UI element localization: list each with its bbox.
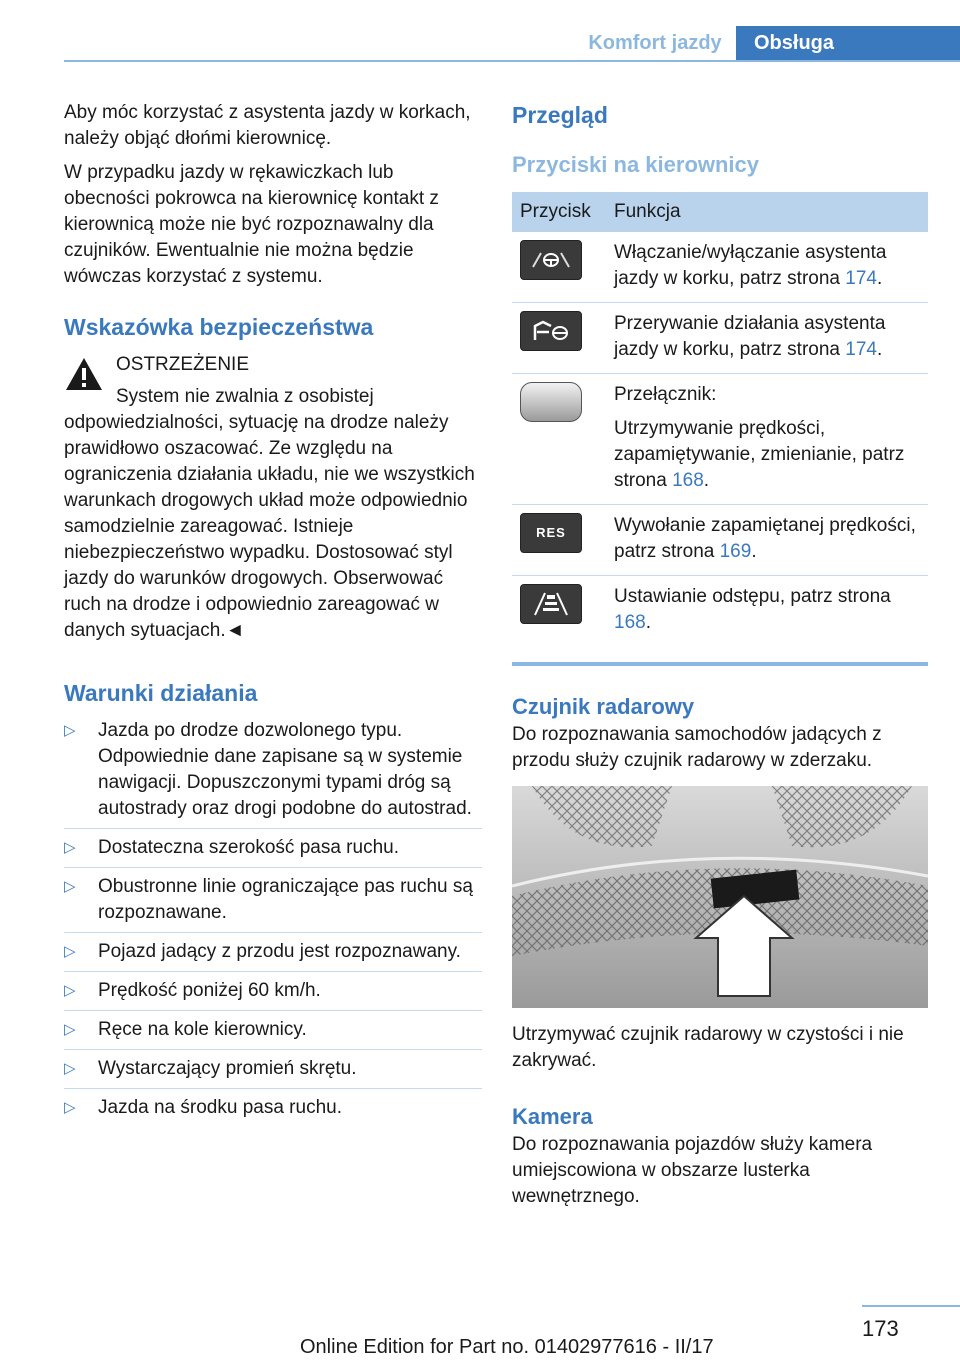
header-chapter-tab: Obsługa (736, 26, 960, 62)
triangle-bullet-icon: ▷ (64, 943, 76, 960)
left-column (64, 100, 482, 1133)
safety-heading: Wskazówka bezpieczeństwa (64, 314, 374, 340)
para-hands-on-wheel: Aby móc korzystać z asystenta jazdy w korkach, należy objąć dłońmi kierownicę. (64, 102, 471, 149)
page-link[interactable]: 174 (845, 268, 877, 289)
buttons-table (512, 192, 928, 646)
radar-text: Do rozpoznawania samochodów jadących z przodu służy czujnik radarowy w zderzaku. (512, 724, 882, 771)
steering-assist-icon (520, 240, 582, 280)
buttons-heading: Przyciski na kierownicy (512, 152, 760, 177)
list-item: ▷ Pojazd jadący z przodu jest rozpoznawany. (64, 939, 482, 972)
conditions-list (64, 718, 482, 1127)
camera-heading: Kamera (512, 1104, 593, 1129)
table-end-rule (512, 662, 928, 666)
triangle-bullet-icon: ▷ (64, 839, 76, 856)
list-item: ▷ Wystarczający promień skrętu. (64, 1056, 482, 1089)
right-column (512, 100, 928, 1218)
footer-rule (862, 1305, 960, 1307)
header-rule (64, 60, 960, 62)
para-gloves: W przypadku jazdy w rękawiczkach lub obecności pokrowca na kierownicę kontakt z kierownicą może nie być rozpoznawalny dla czujników. Ewentualnie nie można będzie wówczas korzystać z systemu. (64, 162, 439, 287)
page-link[interactable]: 174 (845, 339, 877, 360)
radar-note: Utrzymywać czujnik radarowy w czystości i nie zakrywać. (512, 1024, 904, 1071)
table-row: Włączanie/wyłączanie asystenta jazdy w korku, patrz strona 174. (512, 232, 928, 303)
page-number: 173 (862, 1316, 899, 1341)
radar-sensor-photo (512, 786, 928, 1008)
triangle-bullet-icon: ▷ (64, 878, 76, 895)
radar-heading: Czujnik radarowy (512, 694, 695, 719)
triangle-bullet-icon: ▷ (64, 1021, 76, 1038)
header-section: Komfort jazdy (588, 32, 722, 54)
column-header-button: Przycisk (512, 192, 606, 232)
conditions-heading: Warunki działania (64, 680, 258, 706)
list-item: ▷ Dostateczna szerokość pasa ruchu. (64, 835, 482, 868)
overview-heading: Przegląd (512, 102, 608, 128)
page-link[interactable]: 168 (672, 470, 704, 491)
page-link[interactable]: 169 (719, 541, 752, 562)
distance-icon (520, 584, 582, 624)
table-row: Przerywanie działania asystenta jazdy w korku, patrz strona 174. (512, 303, 928, 374)
list-item: ▷ Jazda na środku pasa ruchu. (64, 1095, 482, 1127)
steering-interrupt-icon (520, 311, 582, 351)
triangle-bullet-icon: ▷ (64, 1060, 76, 1077)
column-header-function: Funkcja (606, 192, 928, 232)
triangle-bullet-icon: ▷ (64, 722, 76, 739)
table-header-row (512, 192, 928, 232)
table-row: RES Wywołanie zapamiętanej prędkości, patrz strona 169. (512, 505, 928, 576)
triangle-bullet-icon: ▷ (64, 982, 76, 999)
camera-text: Do rozpoznawania pojazdów służy kamera umiejscowiona w obszarze lusterka wewnętrznego. (512, 1134, 873, 1207)
table-row: Ustawianie odstępu, patrz strona 168. (512, 576, 928, 647)
rocker-switch-icon (520, 382, 582, 422)
warning-title: OSTRZEŻENIE (116, 354, 250, 375)
warning-triangle-icon (64, 356, 104, 392)
list-item: ▷ Ręce na kole kierownicy. (64, 1017, 482, 1050)
warning-block (64, 352, 482, 644)
list-item: ▷ Prędkość poniżej 60 km/h. (64, 978, 482, 1011)
res-button-icon: RES (520, 513, 582, 553)
page-link[interactable]: 168 (614, 612, 646, 633)
list-item: ▷ Obustronne linie ograniczające pas ruchu są rozpoznawane. (64, 874, 482, 933)
edition-note: Online Edition for Part no. 01402977616 - II/17 (300, 1336, 714, 1358)
warning-text: System nie zwalnia z osobistej odpowiedzialności, sytuację na drodze należy prawidłowo oszacować. Ze względu na ograniczenia działania układu, nie we wszystkich warunkach drogowych układ może odpowiednio samodzielnie zareagować. Istnieje niebezpieczeństwo wypadku. Dostosować styl jazdy do warunków drogowych. Obserwować ruch na drodze i odpowiednio zareagować w danych sytuacjach.◄ (64, 386, 475, 641)
table-row: Przełącznik: Utrzymywanie prędkości, zapamiętywanie, zmienianie, patrz strona 168. (512, 374, 928, 505)
list-item: ▷ Jazda po drodze dozwolonego typu. Odpowiednie dane zapisane są w systemie nawigacji. Dopuszczonymi typami dróg są autostrady oraz drogi podobne do autostrad. (64, 718, 482, 829)
triangle-bullet-icon: ▷ (64, 1099, 76, 1116)
